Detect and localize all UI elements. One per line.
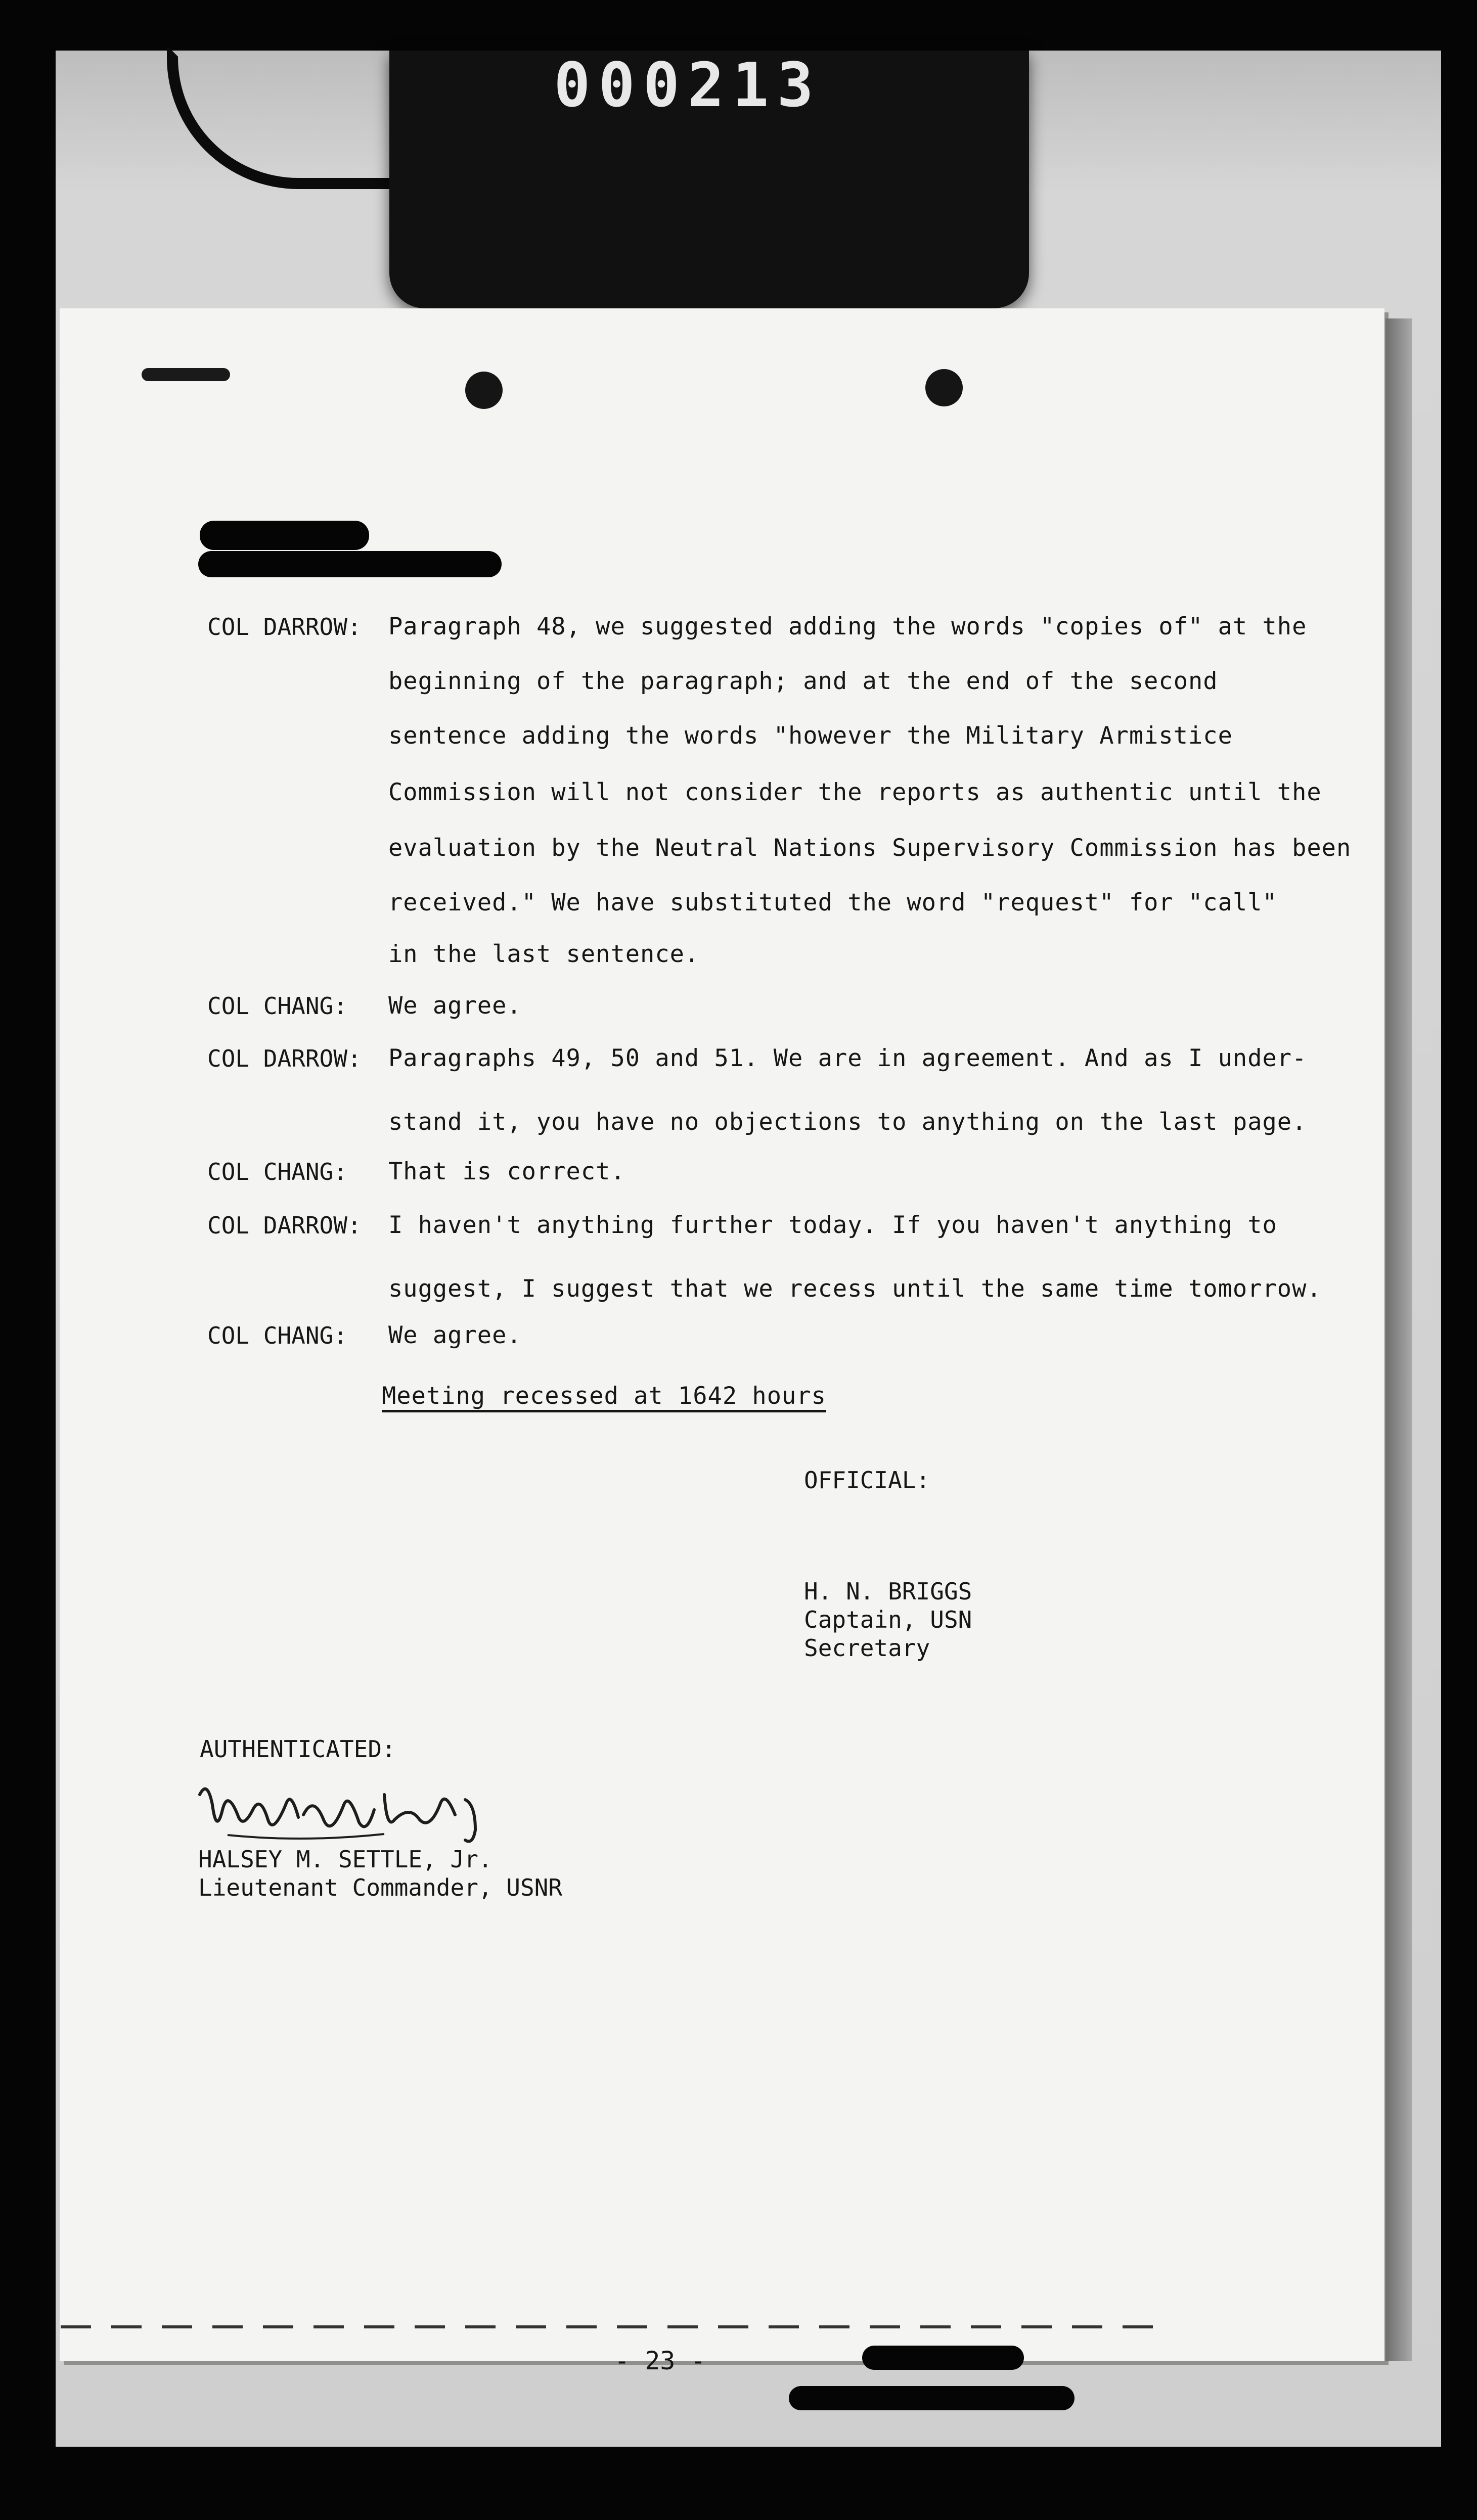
authenticated-rank: Lieutenant Commander, USNR [198,1874,563,1901]
handwritten-signature [192,1774,506,1850]
redaction-bar-bottom-1 [862,2346,1024,2370]
transcript-line: We agree. [388,1321,522,1349]
transcript-line: sentence adding the words "however the Military Armistice [388,722,1233,750]
page-number: - 23 - [614,2346,706,2375]
transcript-line: suggest, I suggest that we recess until the same time tomorrow. [388,1275,1322,1303]
transcript-line: Paragraphs 49, 50 and 51. We are in agreement. And as I under- [388,1044,1307,1072]
official-title: Secretary [804,1634,930,1662]
authenticated-label: AUTHENTICATED: [200,1735,396,1763]
official-name: H. N. BRIGGS [804,1578,972,1605]
speaker-label: COL DARROW: [207,1045,362,1072]
transcript-line: Paragraph 48, we suggested adding the words "copies of" at the [388,613,1307,640]
frame-number: 000213 [554,51,822,121]
transcript-line: We agree. [388,992,522,1020]
transcript-line: I haven't anything further today. If you haven't anything to [388,1211,1277,1239]
official-label: OFFICIAL: [804,1467,930,1494]
transcript-line: That is correct. [388,1158,625,1185]
transcript-line: received." We have substituted the word "request" for "call" [388,889,1277,917]
recess-note: Meeting recessed at 1642 hours [382,1382,826,1410]
speaker-label: COL DARROW: [207,1212,362,1239]
speaker-label: COL DARROW: [207,613,362,640]
official-rank: Captain, USN [804,1606,972,1633]
speaker-label: COL CHANG: [207,1322,347,1349]
authenticated-name: HALSEY M. SETTLE, Jr. [198,1846,493,1873]
transcript-line: Commission will not consider the reports as authentic until the [388,778,1322,806]
footer-dashed-rule [61,2325,1163,2328]
redaction-bar-bottom-2 [789,2386,1075,2410]
speaker-label: COL CHANG: [207,1158,347,1185]
transcript-line: beginning of the paragraph; and at the end of the second [388,667,1218,695]
transcript-line: stand it, you have no objections to anything on the last page. [388,1108,1307,1136]
transcript-line: evaluation by the Neutral Nations Supervisory Commission has been [388,834,1352,862]
transcript-line: in the last sentence. [388,940,700,968]
speaker-label: COL CHANG: [207,992,347,1020]
